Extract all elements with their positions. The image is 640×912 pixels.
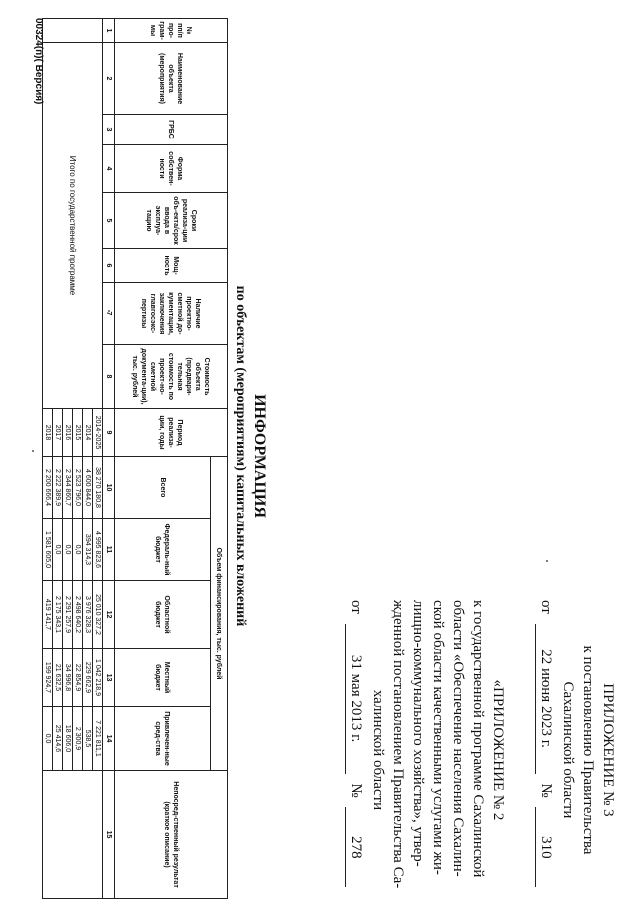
col-number: 14 [103, 707, 115, 771]
appendix2-number: 278 [345, 807, 366, 887]
col-number: 15 [103, 771, 115, 899]
regional-cell: 419 141,7 [43, 581, 53, 649]
total-cell: 2 200 666,4 [43, 457, 53, 519]
regional-cell: 25 010 327,2 [93, 581, 103, 649]
page-title: ИНФОРМАЦИЯ [251, 394, 268, 518]
attracted-cell: 2 300,9 [73, 707, 83, 771]
col-header-10: Всего [115, 457, 211, 519]
col-header-11: Федераль-ный бюджет [115, 519, 211, 581]
col-number: 2 [103, 43, 115, 115]
period-cell: 2015 [73, 409, 83, 457]
blank-cell [43, 19, 103, 43]
col-number: 6 [103, 249, 115, 283]
col-number: 4 [103, 145, 115, 193]
col-number: 10 [103, 457, 115, 519]
period-cell: 2018 [43, 409, 53, 457]
appendix2-text3: ской области качественными услугами жи- [430, 600, 446, 875]
col-header-4: Форма собствен-ности [115, 145, 228, 193]
appendix2-from: от [348, 600, 364, 614]
col-header-financing: Объем финансирования, тыс. рублей [211, 457, 228, 771]
total-cell: 2 222 389,9 [53, 457, 63, 519]
period-cell: 2016 [63, 409, 73, 457]
appendix2-text6: халинской области [370, 689, 386, 811]
regional-cell: 2 291 257,9 [63, 581, 73, 649]
col-number: 7 [103, 283, 115, 345]
total-cell: 2 523 796,0 [73, 457, 83, 519]
federal-cell: 394 314,3 [83, 519, 93, 581]
col-number: 1 [103, 19, 115, 43]
column-number-row [103, 19, 115, 899]
period-cell: 2014 [83, 409, 93, 457]
federal-cell: 1 581 605,0 [43, 519, 53, 581]
appendix3-title: ПРИЛОЖЕНИЕ № 3 [600, 683, 616, 817]
federal-cell: 4 995 823,6 [93, 519, 103, 581]
local-cell: 21 632,5 [53, 649, 63, 707]
local-cell: 229 662,9 [83, 649, 93, 707]
col-header-7: Наличие проектно-сметной до-кументации, заключения главгосэкс-пертизы [115, 283, 228, 345]
appendix2-text4: лищно-коммунального хозяйства», утвер- [410, 600, 426, 867]
local-cell: 34 996,8 [63, 649, 73, 707]
federal-cell: 0,0 [73, 519, 83, 581]
capital-investment-table [42, 18, 228, 899]
scan-speck [546, 560, 548, 562]
appendix3-line2: Сахалинской области [560, 681, 576, 819]
col-header-2: Наименование объекта (мероприятия) [115, 43, 228, 115]
col-number: 11 [103, 519, 115, 581]
appendix3-no: № [538, 783, 554, 798]
scan-speck [108, 310, 110, 312]
col-number: 13 [103, 649, 115, 707]
appendix3-date-row [535, 600, 556, 900]
appendix2-title: «ПРИЛОЖЕНИЕ № 2 [490, 679, 506, 821]
appendix2-no: № [348, 783, 364, 798]
regional-cell: 3 976 328,3 [83, 581, 93, 649]
local-cell: 22 854,9 [73, 649, 83, 707]
col-header-14: Привлечен-ные сред-ства [115, 707, 211, 771]
col-number: 12 [103, 581, 115, 649]
total-cell: 2 344 860,7 [63, 457, 73, 519]
col-number: 3 [103, 115, 115, 145]
col-header-13: Местный бюджет [115, 649, 211, 707]
col-header-8: Стоимость объекта (предвари-тельная стоимость по проект-но-сметной документа-ции), тыс. рублей [115, 345, 228, 409]
attracted-cell: 18 606,0 [63, 707, 73, 771]
col-header-9: Период реализа-ции, годы [115, 409, 228, 457]
col-header-5: Сроки реализа-ции объ-екта/срок ввода в эксплуа-тацию [115, 193, 228, 249]
appendix3-line1: к постановлению Правительства [580, 645, 596, 855]
appendix2-block [345, 600, 508, 900]
regional-cell: 2 498 640,2 [73, 581, 83, 649]
col-header-15: Непосред-ственный результат (краткое описание) [115, 771, 228, 899]
appendix3-date: 22 июня 2023 г. [535, 624, 556, 774]
col-header-3: ГРБС [115, 115, 228, 145]
attracted-cell: 7 221 811,1 [93, 707, 103, 771]
period-cell: 2017 [53, 409, 63, 457]
col-number: 8 [103, 345, 115, 409]
scan-speck [32, 450, 34, 452]
appendix2-text2: области «Обеспечение населения Сахалин- [450, 600, 466, 877]
federal-cell: 0,0 [63, 519, 73, 581]
local-cell: 199 924,7 [43, 649, 53, 707]
appendix3-from: от [538, 600, 554, 614]
total-cell: 4 600 844,0 [83, 457, 93, 519]
appendix3-block [535, 600, 618, 900]
total-label: Итого по государственной программе [43, 43, 103, 409]
period-cell: 2014-2025 [93, 409, 103, 457]
attracted-cell: 25 414,6 [53, 707, 63, 771]
result-cell [43, 771, 103, 899]
appendix3-number: 310 [535, 807, 556, 887]
total-cell: 38 270 180,8 [93, 457, 103, 519]
col-header-12: Областной бюджет [115, 581, 211, 649]
appendix2-date: 31 мая 2013 г. [345, 624, 366, 774]
col-header-1: № пп/п про-грам-мы [115, 19, 228, 43]
page-subtitle: по объектам (мероприятиям) капитальных вложений [233, 285, 248, 627]
appendix2-date-row [345, 600, 366, 900]
federal-cell: 0,0 [53, 519, 63, 581]
col-header-6: Мощ-ность [115, 249, 228, 283]
attracted-cell: 538,5 [83, 707, 93, 771]
header-row-1 [211, 19, 228, 899]
col-number: 9 [103, 409, 115, 457]
attracted-cell: 0,0 [43, 707, 53, 771]
appendix2-text1: к государственной программе Сахалинской [470, 600, 486, 878]
document-footer: 00324(п)( Версия) [33, 18, 44, 105]
table-row [93, 19, 103, 899]
appendix2-text5: жденной постановлением Правительства Са- [390, 600, 406, 889]
col-number: 5 [103, 193, 115, 249]
local-cell: 1 042 218,9 [93, 649, 103, 707]
regional-cell: 2 175 343,1 [53, 581, 63, 649]
